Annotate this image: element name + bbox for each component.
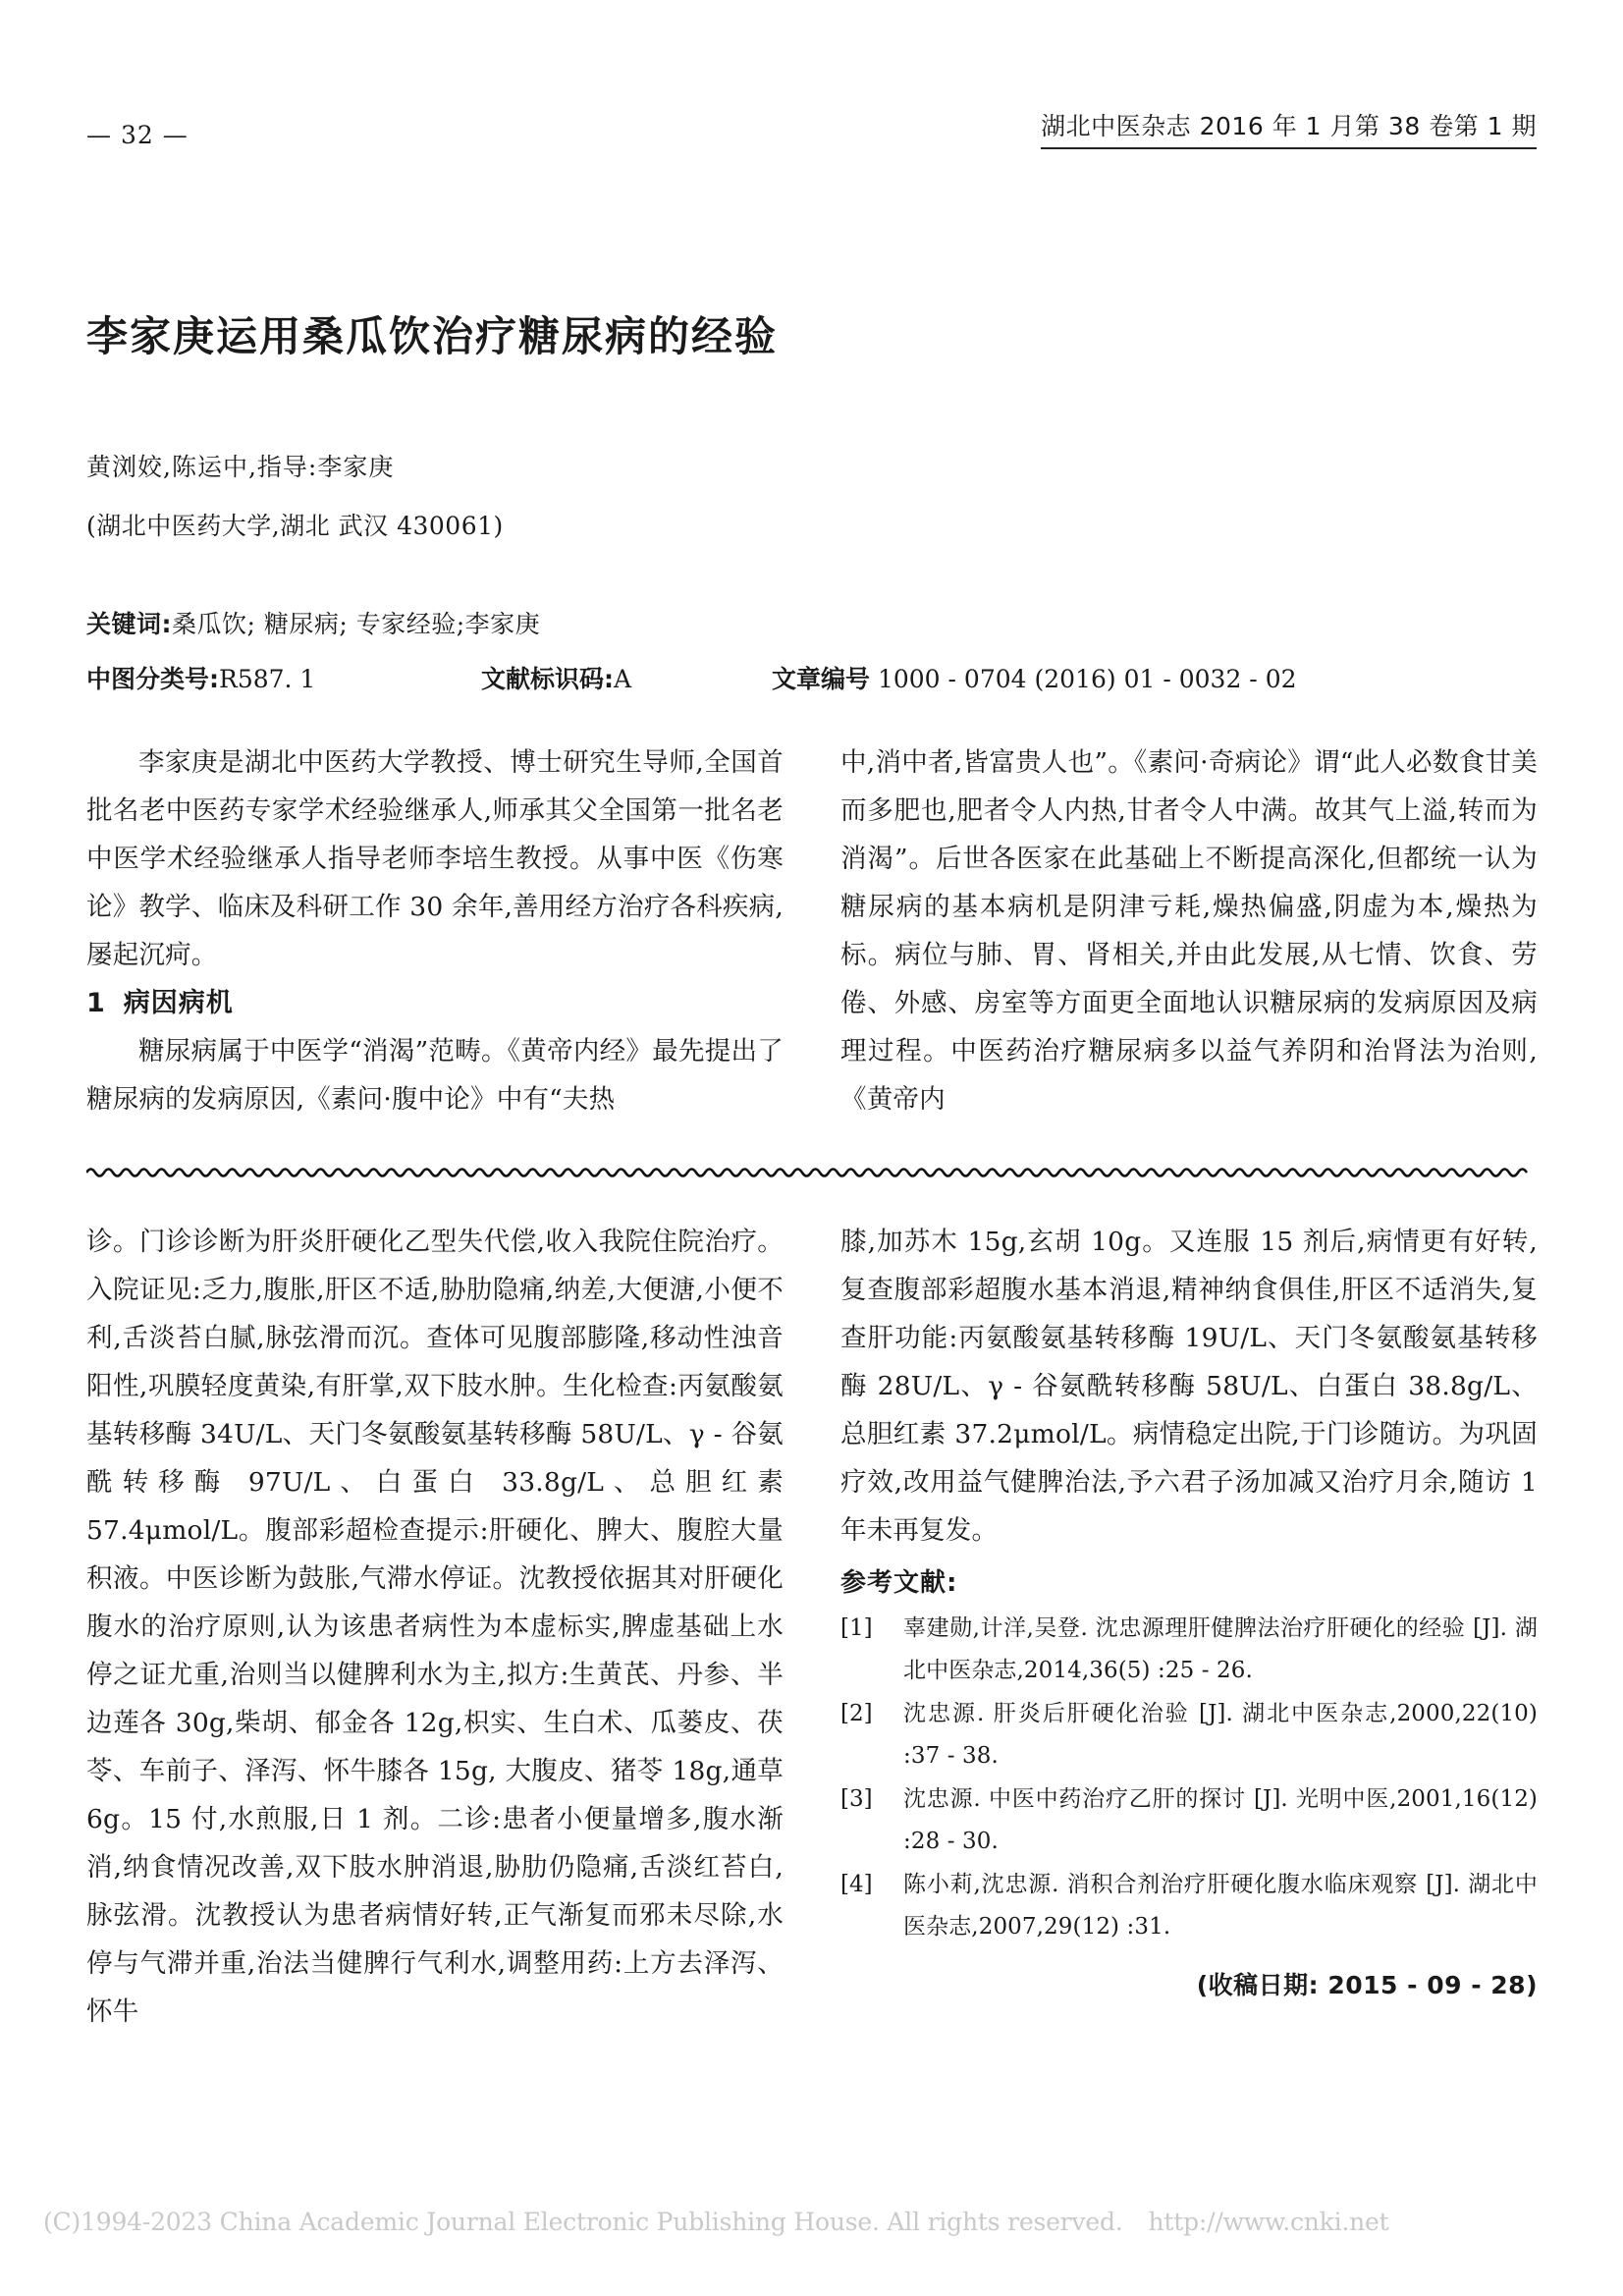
received-date: (收稿日期: 2015 - 09 - 28) [1196, 1971, 1538, 1999]
affiliation-line: (湖北中医药大学,湖北 武汉 430061) [86, 512, 504, 540]
clc-number [86, 660, 315, 695]
clc-label: 中图分类号: [86, 665, 219, 693]
references-list [840, 1608, 1538, 1948]
reference-number: [4] [840, 1872, 873, 1897]
section-number: 1 [86, 988, 106, 1018]
reference-text: 辜建勋,计洋,吴登. 沈忠源理肝健脾法治疗肝硬化的经验 [J]. 湖北中医杂志,2014,36(5) :25 - 26. [903, 1615, 1538, 1683]
reference-item [840, 1778, 1538, 1863]
page-title: 李家庚运用桑瓜饮治疗糖尿病的经验 [86, 312, 779, 360]
column-right-upper [840, 738, 1538, 1151]
section-heading-1 [86, 979, 784, 1027]
paragraph-case-right: 膝,加苏木 15g,玄胡 10g。又连服 15 剂后,病情更有好转,复查腹部彩超腹水基本消退,精神纳食俱佳,肝区不适消失,复查肝功能:丙氨酸氨基转移酶 19U/L、天门冬氨酸氨基转移酶 28U/L、γ - 谷氨酰转移酶 58U/L、白蛋白 38.8g/L、总胆红素 37.2μmol/L。病情稳定出院,于门诊随访。为巩固疗效,改用益气健脾治法,予六君子汤加减又治疗月余,随访 1 年未再复发。 [840, 1227, 1538, 1546]
reference-item [840, 1693, 1538, 1777]
keywords-line [86, 605, 540, 640]
keywords-label: 关键词: [86, 610, 172, 638]
document-code-label: 文献标识码: [481, 665, 614, 693]
wavy-divider [86, 1163, 1537, 1182]
article-number [772, 660, 1297, 695]
paragraph-case-left: 诊。门诊诊断为肝炎肝硬化乙型失代偿,收入我院住院治疗。入院证见:乏力,腹胀,肝区不适,胁肋隐痛,纳差,大便溏,小便不利,舌淡苔白腻,脉弦滑而沉。查体可见腹部膨隆,移动性浊音阳性,巩膜轻度黄染,有肝掌,双下肢水肿。生化检查:丙氨酸氨基转移酶 34U/L、天门冬氨酸氨基转移酶 58U/L、γ - 谷氨酰转移酶 97U/L、白蛋白 33.8g/L、总胆红素 57.4μmol/L。腹部彩超检查提示:肝硬化、脾大、腹腔大量积液。中医诊断为鼓胀,气滞水停证。沈教授依据其对肝硬化腹水的治疗原则,认为该患者病性为本虚标实,脾虚基础上水停之证尤重,治则当以健脾利水为主,拟方:生黄芪、丹参、半边莲各 30g,柴胡、郁金各 12g,枳实、生白术、瓜蒌皮、茯苓、车前子、泽泻、怀牛膝各 15g, 大腹皮、猪苓 18g,通草 6g。15 付,水煎服,日 1 剂。二诊:患者小便量增多,腹水渐消,纳食情况改善,双下肢水肿消退,胁肋仍隐痛,舌淡红苔白,脉弦滑。沈教授认为患者病情好转,正气渐复而邪未尽除,水停与气滞并重,治法当健脾行气利水,调整用药:上方去泽泻、怀牛 [86, 1227, 784, 2027]
column-left-upper [86, 738, 784, 1151]
copyright-text: (C)1994-2023 China Academic Journal Electronic Publishing House. All rights reserved. [43, 2208, 1123, 2236]
article-number-label: 文章编号 [772, 665, 871, 693]
author-line: 黄浏姣,陈运中,指导:李家庚 [86, 453, 395, 481]
column-right-lower [840, 1218, 1538, 2200]
reference-text: 陈小莉,沈忠源. 消积合剂治疗肝硬化腹水临床观察 [J]. 湖北中医杂志,2007,29(12) :31. [903, 1872, 1538, 1940]
column-left-lower [86, 1218, 784, 2200]
wave-icon [86, 1163, 1537, 1182]
cnki-url: http://www.cnki.net [1148, 2208, 1389, 2236]
reference-number: [3] [840, 1786, 873, 1812]
references-heading: 参考文献: [840, 1568, 958, 1598]
page-folio: — 32 — [86, 121, 189, 149]
reference-number: [1] [840, 1615, 873, 1641]
document-code-value: A [614, 665, 632, 693]
paragraph-intro: 李家庚是湖北中医药大学教授、博士研究生导师,全国首批名老中医药专家学术经验继承人,师承其父全国第一批名老中医学术经验继承人指导老师李培生教授。从事中医《伤寒论》教学、临床及科研工作 30 余年,善用经方治疗各科疾病,屡起沉疴。 [86, 747, 784, 970]
reference-item [840, 1608, 1538, 1692]
document-code [481, 660, 631, 695]
reference-text: 沈忠源. 肝炎后肝硬化治验 [J]. 湖北中医杂志,2000,22(10) :37 - 38. [903, 1701, 1538, 1769]
article-number-value: 1000 - 0704 (2016) 01 - 0032 - 02 [877, 665, 1297, 693]
footer-copyright [43, 2208, 1585, 2236]
paragraph-section1-left: 糖尿病属于中医学“消渴”范畴。《黄帝内经》最先提出了糖尿病的发病原因,《素问·腹中论》中有“夫热 [86, 1036, 784, 1115]
section-title: 病因病机 [123, 988, 234, 1018]
keywords-value: 桑瓜饮; 糖尿病; 专家经验;李家庚 [172, 610, 541, 638]
paragraph-section1-right: 中,消中者,皆富贵人也”。《素问·奇病论》谓“此人必数食甘美而多肥也,肥者令人内热,甘者令人中满。故其气上溢,转而为消渴”。后世各医家在此基础上不断提高深化,但都统一认为糖尿病的基本病机是阴津亏耗,燥热偏盛,阴虚为本,燥热为标。病位与肺、胃、肾相关,并由此发展,从七情、饮食、劳倦、外感、房室等方面更全面地认识糖尿病的发病原因及病理过程。中医药治疗糖尿病多以益气养阴和治肾法为治则,《黄帝内 [840, 747, 1538, 1115]
reference-item [840, 1864, 1538, 1948]
journal-issue-line: 湖北中医杂志 2016 年 1 月第 38 卷第 1 期 [1041, 107, 1537, 149]
columns-upper [86, 738, 1537, 1151]
clc-value: R587. 1 [219, 665, 316, 693]
reference-text: 沈忠源. 中医中药治疗乙肝的探讨 [J]. 光明中医,2001,16(12) :28 - 30. [903, 1786, 1538, 1854]
columns-lower [86, 1218, 1537, 2200]
reference-number: [2] [840, 1701, 873, 1726]
running-head [86, 106, 1537, 149]
